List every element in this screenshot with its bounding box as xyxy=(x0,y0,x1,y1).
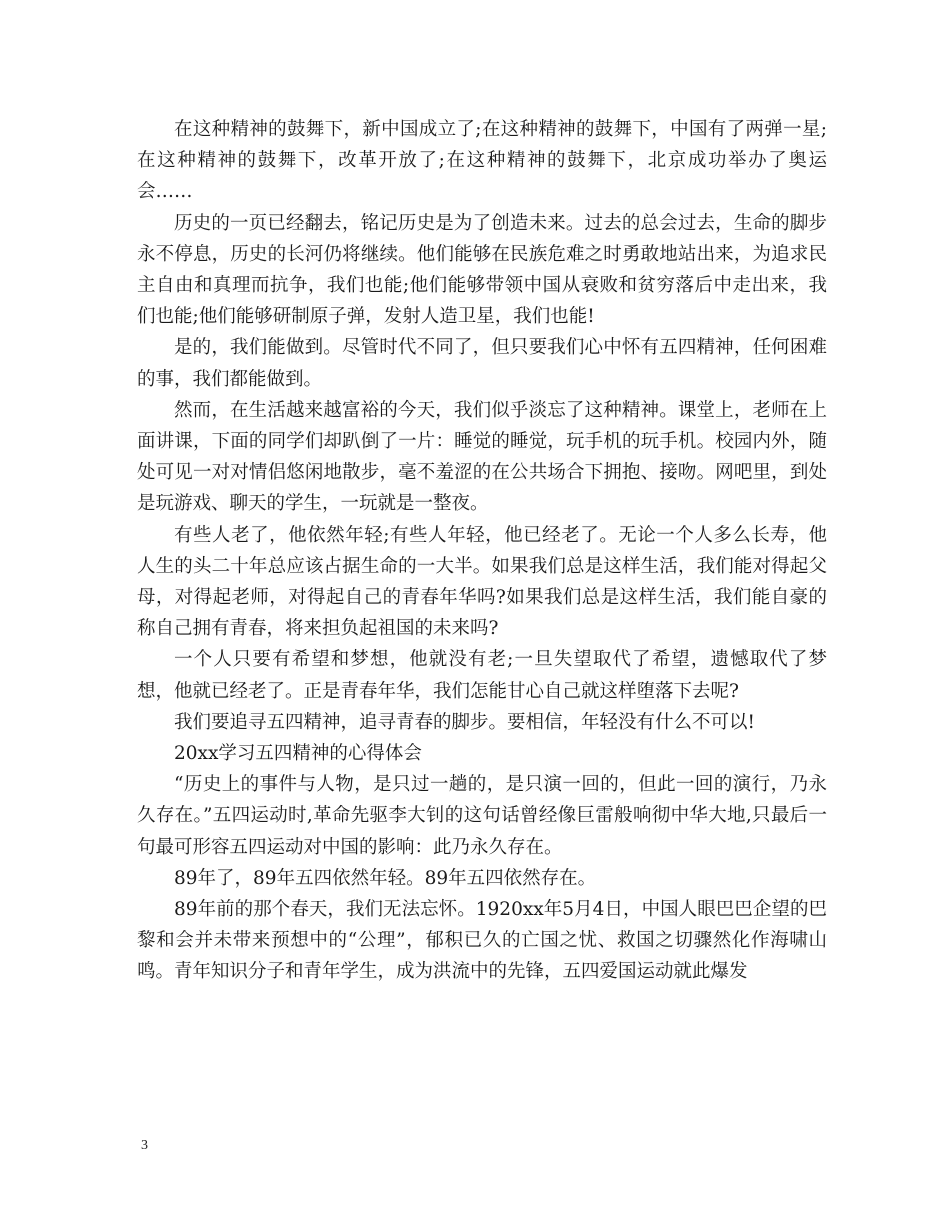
paragraph: 在这种精神的鼓舞下，新中国成立了;在这种精神的鼓舞下，中国有了两弹一星;在这种精神的鼓舞下，改革开放了;在这种精神的鼓舞下，北京成功举办了奥运会…… xyxy=(137,119,827,203)
document-body xyxy=(137,114,827,988)
paragraph: “历史上的事件与人物，是只过一趟的，是只演一回的，但此一回的演行，乃永久存在。”五四运动时,革命先驱李大钊的这句话曾经像巨雷般响彻中华大地,只最后一句最可形容五四运动对中国的影响：此乃永久存在。 xyxy=(137,774,827,858)
page-number: 3 xyxy=(141,1138,148,1153)
paragraph: 是的，我们能做到。尽管时代不同了，但只要我们心中怀有五四精神，任何困难的事，我们都能做到。 xyxy=(137,337,827,390)
paragraph: 一个人只要有希望和梦想，他就没有老;一旦失望取代了希望，遗憾取代了梦想，他就已经老了。正是青春年华，我们怎能甘心自己就这样堕落下去呢? xyxy=(137,649,827,702)
paragraph: 有些人老了，他依然年轻;有些人年轻，他已经老了。无论一个人多么长寿，他人生的头二十年总应该占据生命的一大半。如果我们总是这样生活，我们能对得起父母，对得起老师，对得起自己的青春年华吗?如果我们总是这样生活，我们能自豪的称自己拥有青春，将来担负起祖国的未来吗? xyxy=(137,524,827,640)
paragraph: 89年了，89年五四依然年轻。89年五四依然存在。 xyxy=(174,867,597,889)
paragraph: 然而，在生活越来越富裕的今天，我们似乎淡忘了这种精神。课堂上，老师在上面讲课，下面的同学们却趴倒了一片：睡觉的睡觉，玩手机的玩手机。校园内外，随处可见一对对情侣悠闲地散步，毫不羞涩的在公共场合下拥抱、接吻。网吧里，到处是玩游戏、聊天的学生，一玩就是一整夜。 xyxy=(137,399,827,515)
section-heading: 20xx学习五四精神的心得体会 xyxy=(174,743,422,765)
paragraph: 历史的一页已经翻去，铭记历史是为了创造未来。过去的总会过去，生命的脚步永不停息，历史的长河仍将继续。他们能够在民族危难之时勇敢地站出来，为追求民主自由和真理而抗争，我们也能;他们能够带领中国从衰败和贫穷落后中走出来，我们也能;他们能够研制原子弹，发射人造卫星，我们也能! xyxy=(137,212,827,328)
paragraph: 我们要追寻五四精神，追寻青春的脚步。要相信，年轻没有什么不可以! xyxy=(174,711,755,733)
paragraph: 89年前的那个春天，我们无法忘怀。1920xx年5月4日，中国人眼巴巴企望的巴黎和会并未带来预想中的“公理”，郁积已久的亡国之忧、救国之切骤然化作海啸山鸣。青年知识分子和青年学生，成为洪流中的先锋，五四爱国运动就此爆发 xyxy=(137,899,827,983)
